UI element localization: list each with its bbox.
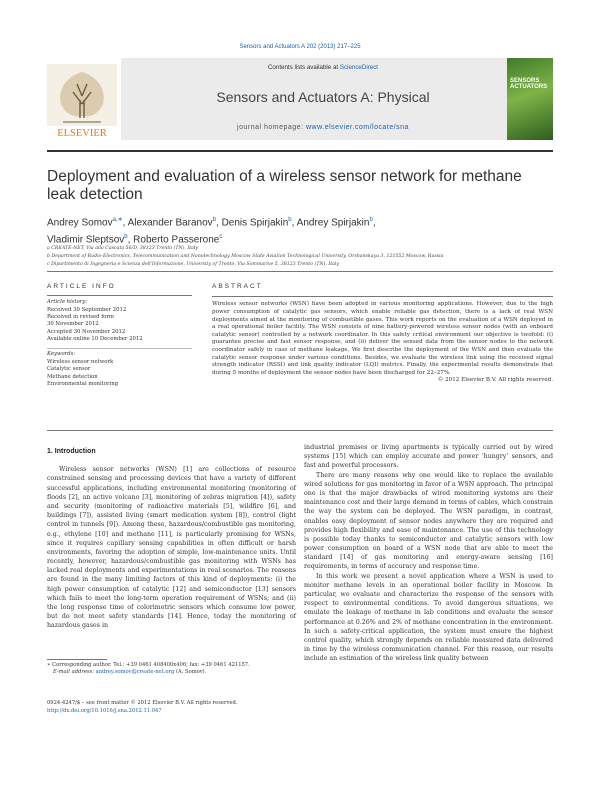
affiliations	[47, 245, 553, 269]
journal-banner	[121, 58, 525, 140]
article-info-heading: ARTICLE INFO	[47, 283, 116, 290]
publication-footer	[47, 700, 347, 715]
right-column	[304, 443, 553, 664]
copyright: © 2012 Elsevier B.V. All rights reserved.	[437, 377, 553, 384]
history-item: Received in revised form	[47, 314, 114, 321]
author-list: Andrey Somov$^{a,∗}$, Alexander Baranov$^b$, Denis Spirjakin$^b$, Andrey Spirjakin$^b$, Vladimir Sleptsov$^b$, Roberto Passerone$^c$	[47, 217, 376, 246]
journal-header	[47, 58, 553, 140]
affiliation: c Dipartimento di Ingegneria e Scienza dell'Informazione, University of Trento, Via Sommarive 5, 38123 Trento (TN), Italy	[47, 262, 340, 267]
journal-title: Sensors and Actuators A: Physical	[216, 89, 430, 105]
history-label: Article history:	[47, 299, 88, 306]
email-link[interactable]: andrey.somov@create-net.org	[95, 669, 175, 676]
elsevier-tree-logo	[47, 64, 117, 140]
homepage-link[interactable]: www.elsevier.com/locate/sna	[305, 124, 409, 131]
publisher-wordmark: ELSEVIER	[57, 128, 107, 139]
info-abstract-bar	[47, 271, 553, 272]
abstract-heading: ABSTRACT	[212, 283, 263, 290]
footnote: ∗ Corresponding author. Tel.: +39 0461 408400x406; fax: +39 0461 421157. E-mail address: andrey.somov@create-net.org (A. Somov).	[47, 662, 250, 676]
section-divider	[47, 430, 553, 431]
history-item: 30 November 2012	[47, 321, 99, 328]
keyword: Catalytic sensor	[47, 366, 91, 373]
keywords-label: Keywords:	[47, 351, 76, 358]
article-info	[47, 283, 192, 388]
running-header[interactable]: Sensors and Actuators A 202 (2013) 217–225	[239, 44, 361, 50]
cover-title-line1: SENSORS	[510, 78, 540, 84]
keyword: Wireless sensor network	[47, 358, 114, 365]
journal-cover-thumbnail	[507, 58, 553, 140]
abstract	[212, 283, 553, 385]
intro-paragraph: Wireless sensor networks (WSN) [1] are collections of resource constrained sensing and processing devices that have a variety of different successful applications, including environmental monitoring (monitoring of floods [2], an active volcano [3], monitoring of zebras migration [4]), safety and security (monitoring of radioactive materials [5], wildfire [6], and buildings [7]), assisted living (smart medication system [8]), control (light control in tunnels [9]). Among these, hazardous/combustible gas monitoring, e.g., ethylene [10] and methane [11], is particularly promising for WSNs, since it requires capillary sensing capabilities in often difficult or harsh environments, favoring the adoption of simple, low-maintenance units. Until recently, however, hazardous/combustible gas monitoring with WSNs has lacked real deployments and experimentations in real scenarios. The reasons are found in the many limiting factors of this kind of deployments: (i) the high power consumption of catalytic [12] and semiconductor [13] sensors which fails to meet the long-term operation requirement of WSNs; and (ii) the long response time of colorimetric sensors which consume low power, but do not meet safety standards [14]. Hence, today the monitoring of hazardous gases in	[47, 466, 296, 630]
keyword: Environmental monitoring	[47, 381, 118, 388]
history-item: Available online 10 December 2012	[47, 336, 143, 343]
header-rule	[47, 150, 553, 152]
sciencedirect-link[interactable]: ScienceDirect	[339, 64, 379, 71]
article-title: Deployment and evaluation of a wireless sensor network for methane leak detection	[47, 168, 522, 203]
left-column	[47, 447, 296, 631]
keyword: Methane detection	[47, 373, 98, 380]
intro-heading: 1. Introduction	[47, 448, 96, 455]
affiliation: a CREATE-NET, Via alla Cascata 56/D, 38123 Trento (TN), Italy	[47, 246, 199, 251]
abstract-text: Wireless sensor networks (WSN) have been adopted in various monitoring applications. However, due to the high power consumption of catalytic gas sensors, which enable reliable gas detection, there is a lack of real WSN deployments aimed at the monitoring of combustible gases. This work reports on the evaluation of a WSN deployed in a real operational boiler facility. The WSN consists of nine battery-powered wireless sensor nodes (with an onboard catalytic sensor) controlled by a network coordinator. In this safety critical environment our objective is twofold: (i) guarantee precise and fast sensor response, and (ii) deliver the sensed data from the sensor nodes to the network coordinator safely in case of methane leakage. We first describe the deployment of the WSN and then evaluate the catalytic sensor response under various conditions. Besides, we evaluate the wireless link using the received signal strength indicator (RSSI) and link quality indicator (LQI) metrics. Finally, the experimental results demonstrate that during 5 months of deployment the sensor nodes have been discharged for 22–27%.	[212, 301, 553, 376]
cover-title-line2: ACTUATORS	[510, 84, 548, 90]
journal-homepage: journal homepage: www.elsevier.com/locate/sna	[237, 124, 409, 131]
intro-paragraph: industrial premises or living apartments is typically carried out by wired systems [15] which can employ accurate and power ‘hungry’ sensors, and fast and powerful processors.	[304, 444, 553, 470]
doi-link[interactable]: http://dx.doi.org/10.1016/j.sna.2012.11.047	[47, 707, 162, 714]
footnote-rule	[47, 659, 107, 660]
intro-paragraph: There are many reasons why one would like to replace the available wired solutions for gas monitoring in favor of a WSN approach. The principal one is that the major drawbacks of wired monitoring systems are their maintenance cost and their large demand in terms of cables, which constrain the way the system can be deployed. The WSN paradigm, in contrast, enables easy deployment of sensor nodes anywhere they are required and provides high flexibility and ease of maintenance. The use of this technology is possible today thanks to semiconductor and catalytic sensors with low power consumption on board of a WSN node that are able to meet the standard [14] of gas monitoring and energy-aware sensing [16] requirements, in terms of accuracy and response time.	[304, 471, 553, 571]
history-item: Received 30 September 2012	[47, 306, 127, 313]
affiliation: b Department of Radio-Electronics, Telecommunication and Nanotechnology Moscow State Aviation Technological University, Orshanskaya 3, 121552 Moscow, Russia	[47, 254, 444, 259]
contents-line: Contents lists available at ScienceDirect	[267, 64, 379, 71]
issn-line: 0924-4247/$ – see front matter © 2012 Elsevier B.V. All rights reserved.	[47, 700, 238, 706]
history-item: Accepted 30 November 2012	[47, 328, 126, 335]
intro-paragraph: In this work we present a novel application where a WSN is used to monitor methane levels in an operational boiler facility in Moscow. In particular, we evaluate and characterize the response of the sensors with respect to environmental conditions. To avoid dangerous situations, we emulate the leakage of methane in lab conditions and evaluate the sensor performance at 0.26% and 2% of methane concentration in the environment. In such a safety-critical application, the system must ensure the highest control quality, which strongly depends on reliable measured data delivered in time by the wireless communication channel. For this reason, our results include an estimation of the wireless link quality between	[304, 572, 553, 663]
